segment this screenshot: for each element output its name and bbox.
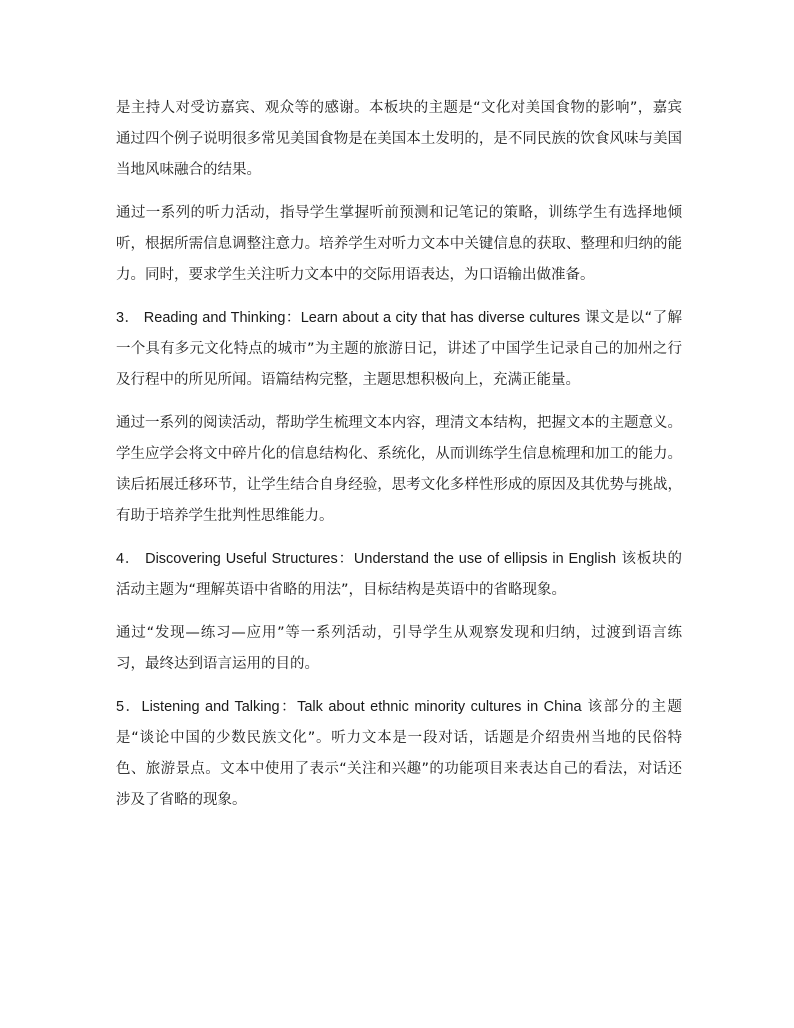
paragraph-listening-intro: [116, 93, 682, 186]
paragraph-text: 该板块的活动主题为“理解英语中省略的用法”，目标结构是英语中的省略现象。: [116, 551, 683, 598]
paragraph-text: 课文是以“了解一个具有多元文化特点的城市”为主题的旅游日记，讲述了中国学生记录自己的加州之行及行程中的所见所闻。语篇结构完整，主题思想积极向上，充满正能量。: [116, 310, 682, 388]
paragraph-reading-activities: [116, 408, 682, 532]
section-heading: 3． Reading and Thinking：Learn about a city that has diverse cultures: [116, 310, 581, 326]
paragraph-text: 是主持人对受访嘉宾、观众等的感谢。本板块的主题是“文化对美国食物的影响”，嘉宾通过四个例子说明很多常见美国食物是在美国本土发明的，是不同民族的饮食风味与美国当地风味融合的结果。: [116, 100, 682, 178]
paragraph-structures-activities: [116, 618, 682, 680]
section-useful-structures: [116, 544, 682, 606]
paragraph-text: 该部分的主题是“谈论中国的少数民族文化”。听力文本是一段对话，话题是介绍贵州当地的民俗特色、旅游景点。文本中使用了表示“关注和兴趣”的功能项目来表达自己的看法，对话还涉及了省略的现象。: [116, 699, 683, 808]
section-heading: 5．Listening and Talking：Talk about ethnic minority cultures in China: [116, 699, 582, 715]
paragraph-listening-activities: [116, 198, 682, 291]
section-listening-talking: [116, 692, 682, 816]
paragraph-text: 通过“发现—练习—应用”等一系列活动，引导学生从观察发现和归纳，过渡到语言练习，最终达到语言运用的目的。: [116, 625, 682, 672]
section-heading: 4． Discovering Useful Structures：Understand the use of ellipsis in English: [116, 551, 617, 567]
paragraph-text: 通过一系列的阅读活动，帮助学生梳理文本内容，理清文本结构，把握文本的主题意义。学生应学会将文中碎片化的信息结构化、系统化，从而训练学生信息梳理和加工的能力。读后拓展迁移环节，让学生结合自身经验，思考文化多样性形成的原因及其优势与挑战，有助于培养学生批判性思维能力。: [116, 415, 682, 524]
document-page: [116, 93, 682, 828]
paragraph-text: 通过一系列的听力活动，指导学生掌握听前预测和记笔记的策略，训练学生有选择地倾听，根据所需信息调整注意力。培养学生对听力文本中关键信息的获取、整理和归纳的能力。同时，要求学生关注听力文本中的交际用语表达，为口语输出做准备。: [116, 205, 682, 283]
section-reading-thinking: [116, 303, 682, 396]
